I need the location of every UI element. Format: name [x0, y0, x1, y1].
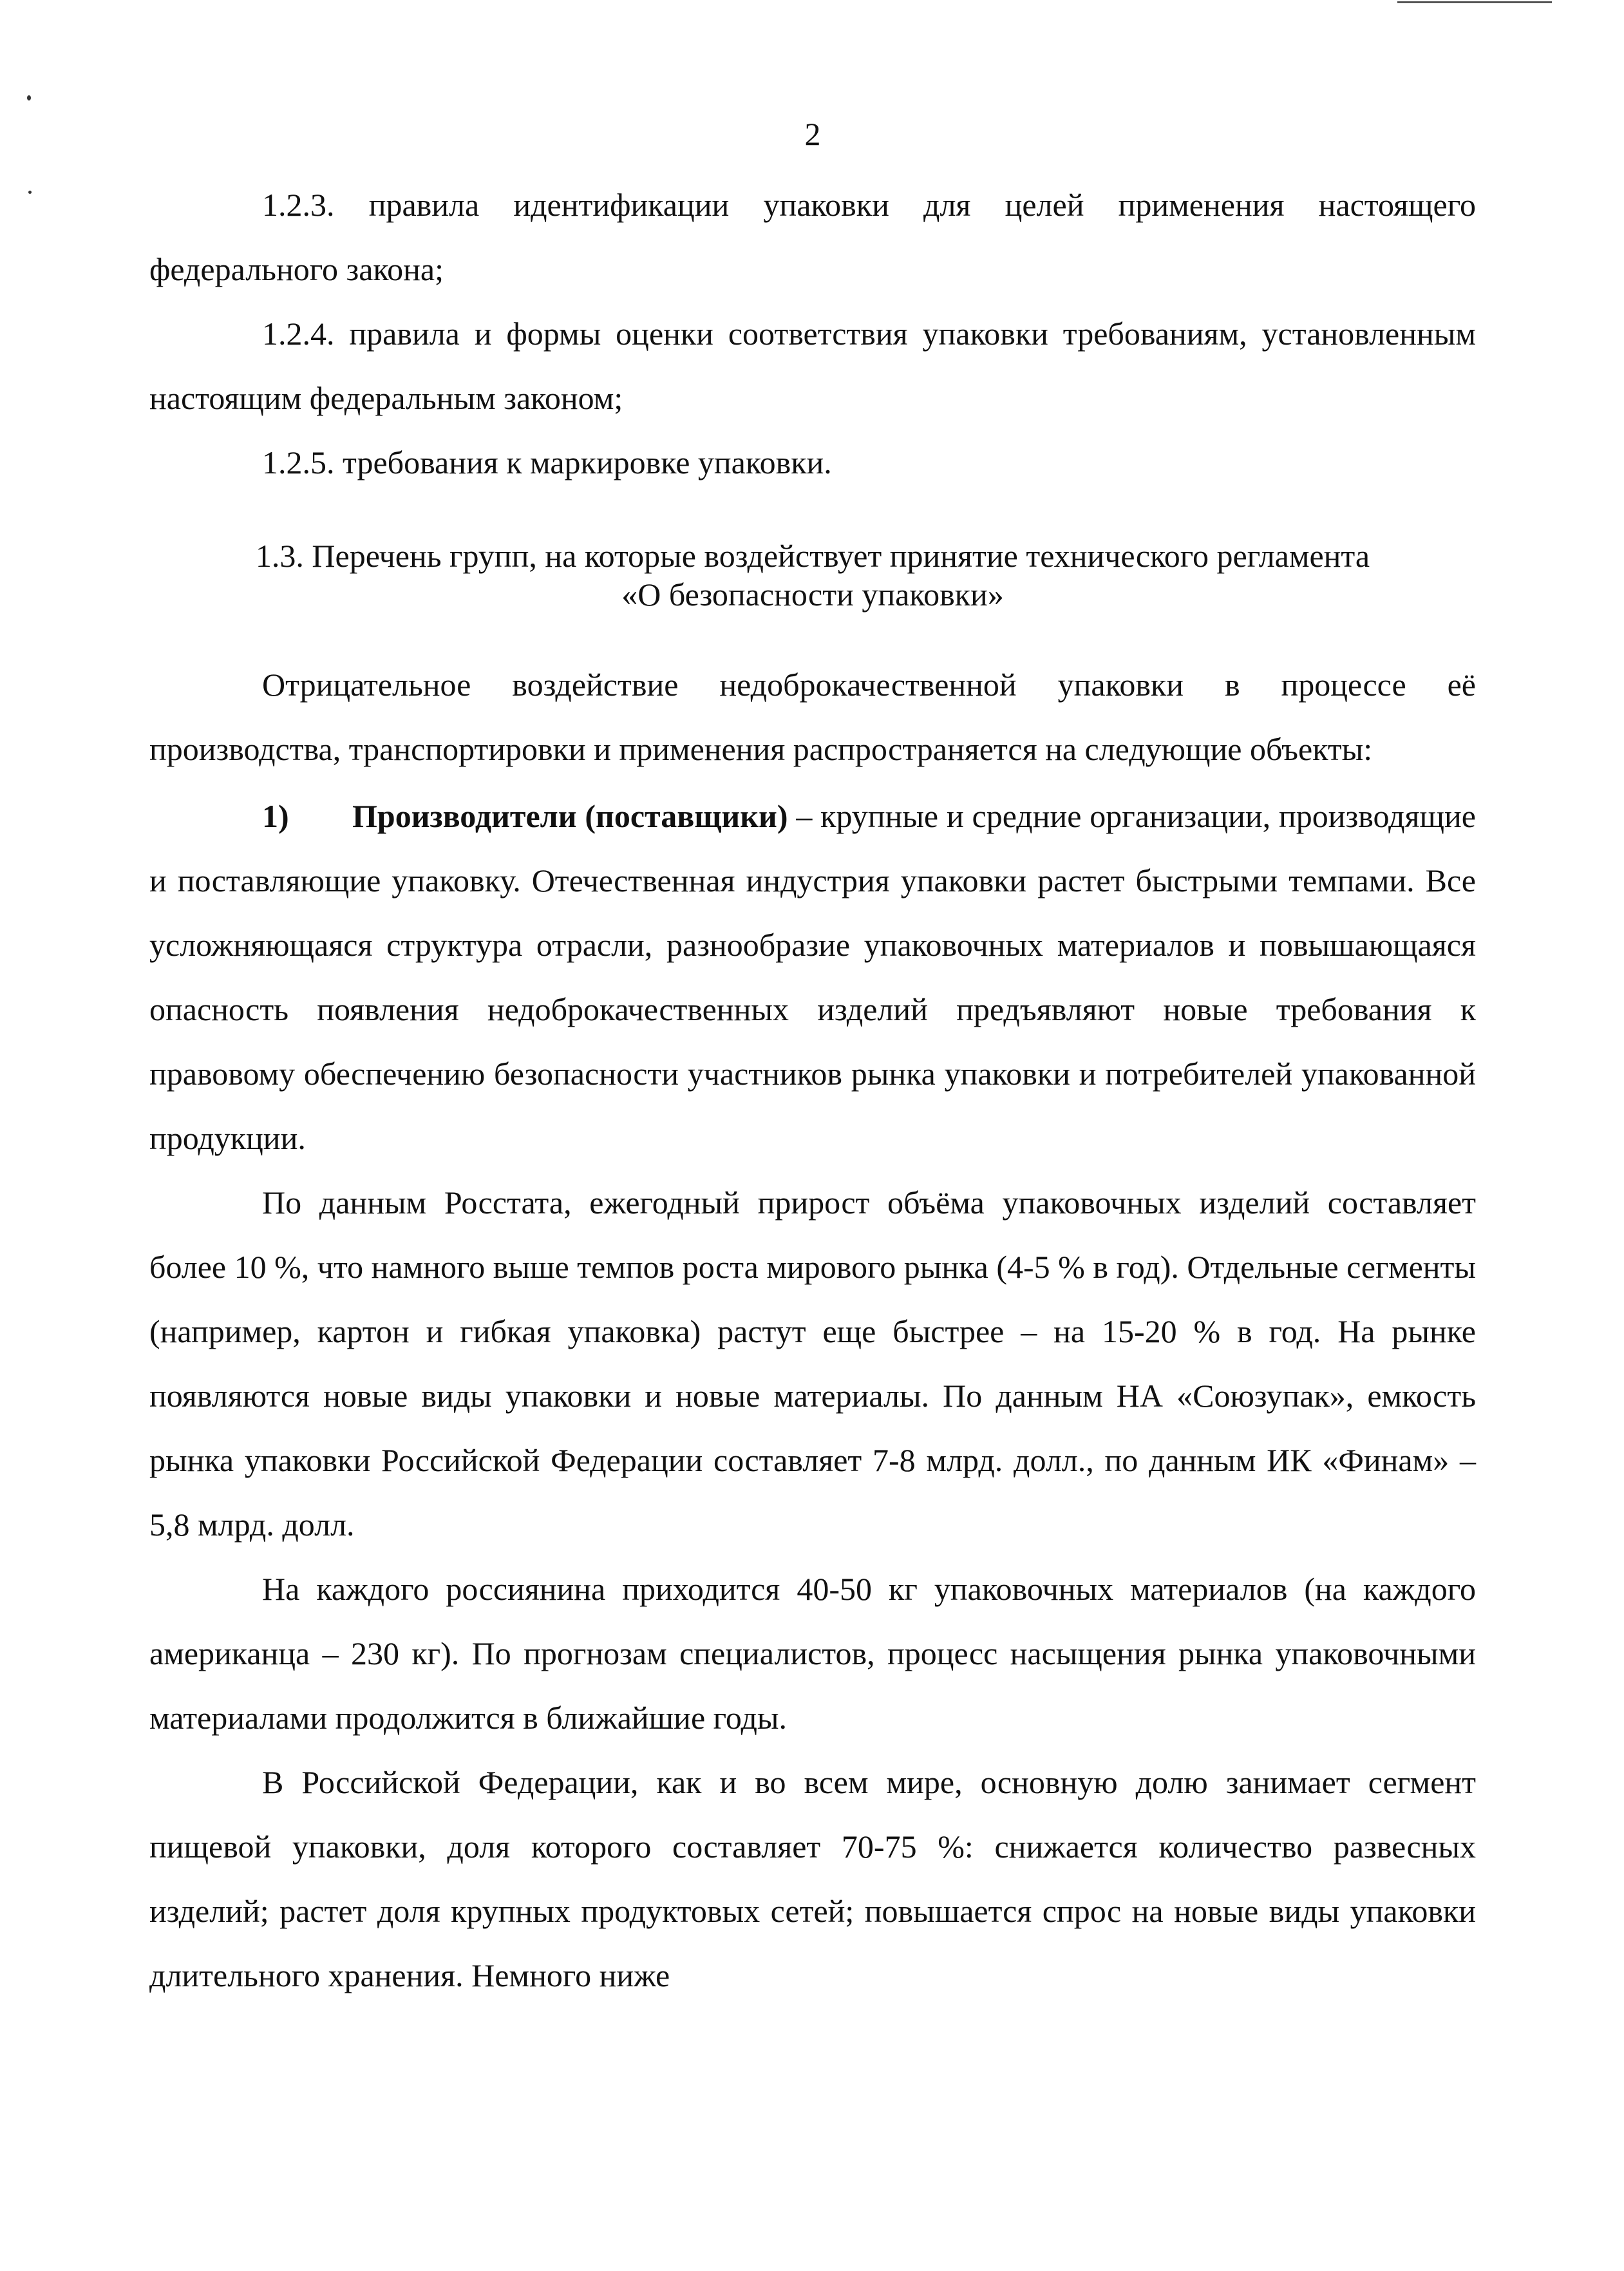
document-body: [149, 173, 1476, 2008]
section-heading-line-1: 1.3. Перечень групп, на которые воздействует принятие технического регламента: [255, 538, 1370, 574]
paragraph-rosstat: По данным Росстата, ежегодный прирост объёма упаковочных изделий составляет более 10 %, что намного выше темпов роста мирового рынка (4-5 % в год). Отдельные сегменты (например, картон и гибкая упаковка) растут еще быстрее – на 15-20 % в год. На рынке появляются новые виды упаковки и новые материалы. По данным НА «Союзупак», емкость рынка упаковки Российской Федерации составляет 7-8 млрд. долл., по данным ИК «Финам» – 5,8 млрд. долл.: [149, 1184, 1476, 1543]
list-item-producers: [149, 784, 1476, 1170]
clause-1-2-5: 1.2.5. требования к маркировке упаковки.: [262, 444, 832, 480]
clause-1-2-3: 1.2.3. правила идентификации упаковки для целей применения настоящего федерального закона;: [149, 187, 1476, 287]
scan-artifact-dot: [27, 95, 31, 100]
paragraph-per-capita: На каждого россиянина приходится 40-50 кг упаковочных материалов (на каждого американца – 230 кг). По прогнозам специалистов, процесс насыщения рынка упаковочными материалами продолжится в ближайшие годы.: [149, 1571, 1476, 1736]
section-heading-line-2: «О безопасности упаковки»: [621, 576, 1004, 613]
section-heading-1-3: [149, 537, 1476, 614]
list-item-number: 1): [262, 798, 289, 834]
list-item-title: Производители (поставщики): [352, 798, 788, 834]
scan-artifact-dot: [28, 191, 32, 194]
page-number: 2: [804, 116, 821, 152]
intro-paragraph: Отрицательное воздействие недоброкачественной упаковки в процессе её производства, транспортировки и применения распространяется на следующие объекты:: [149, 667, 1476, 767]
scan-artifact-rule: [1397, 1, 1552, 3]
paragraph-food-packaging: В Российской Федерации, как и во всем мире, основную долю занимает сегмент пищевой упаковки, доля которого составляет 70-75 %: снижается количество развесных изделий; растет доля крупных продуктовых сетей; повышается спрос на новые виды упаковки длительного хранения. Немного ниже: [149, 1764, 1476, 1993]
list-item-text: – крупные и средние организации, производящие и поставляющие упаковку. Отечественная индустрия упаковки растет быстрыми темпами. Все усложняющаяся структура отрасли, разнообразие упаковочных материалов и повышающаяся опасность появления недоброкачественных изделий предъявляют новые требования к правовому обеспечению безопасности участников рынка упаковки и потребителей упакованной продукции.: [149, 798, 1477, 1156]
clause-1-2-4: 1.2.4. правила и формы оценки соответствия упаковки требованиям, установленным настоящим федеральным законом;: [149, 316, 1476, 416]
